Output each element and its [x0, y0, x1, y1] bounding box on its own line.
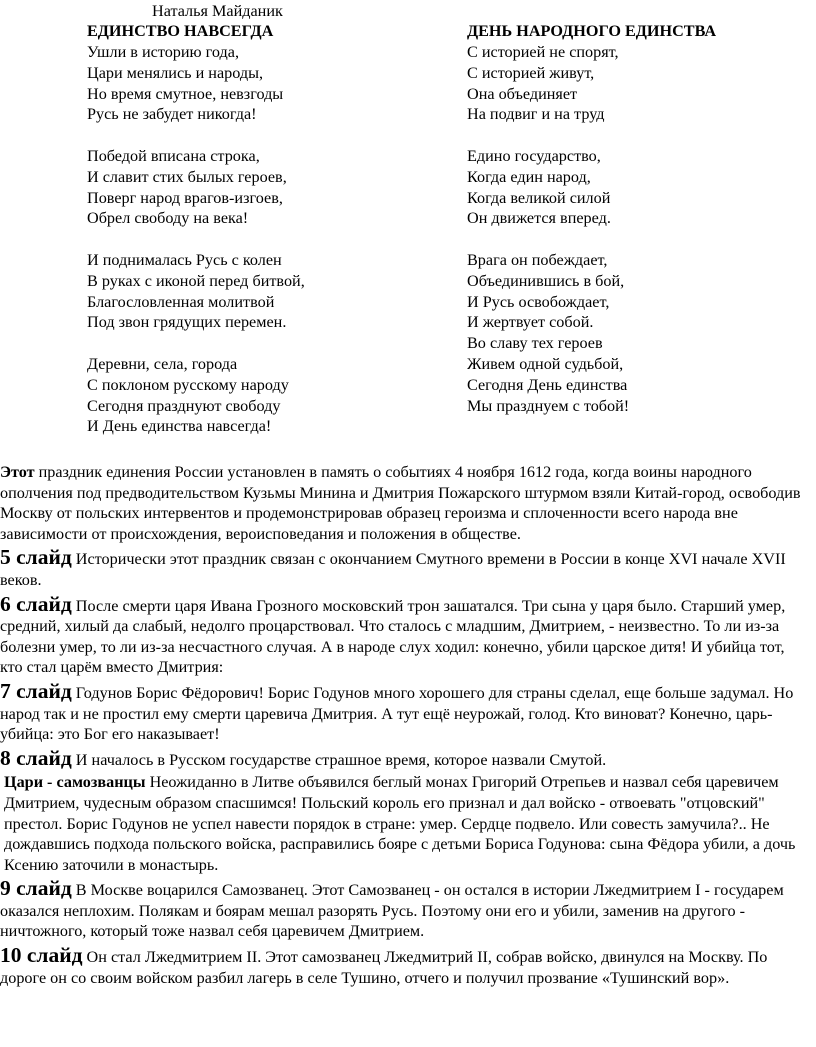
- poem-line: Ушли в историю года,: [87, 43, 240, 61]
- poem-line: Поверг народ врагов-изгоев,: [87, 188, 283, 207]
- author-name: Наталья Майданик: [152, 2, 283, 20]
- stanza: [467, 250, 807, 416]
- poem-line: Живем одной судьбой,: [467, 354, 624, 373]
- slide-paragraph: [0, 945, 808, 988]
- poem-line: Когда великой силой: [467, 188, 611, 207]
- slide-number: 10 слайд: [0, 943, 83, 968]
- slide-number: 6 слайд: [0, 591, 72, 616]
- poem-line: Цари менялись и народы,: [87, 63, 264, 82]
- poem-line: И славит стих былых героев,: [87, 167, 287, 186]
- poem-line: Объединившись в бой,: [467, 271, 625, 290]
- slide-number: 7 слайд: [0, 678, 72, 703]
- poem-line: Когда един народ,: [467, 167, 591, 186]
- intro-lead: Этот: [0, 463, 35, 481]
- poem-line: С поклоном русскому народу: [87, 375, 289, 394]
- poem-line: Врага он побеждает,: [467, 250, 608, 269]
- slide-number: 9 слайд: [0, 876, 72, 901]
- poem-line: Благословленная молитвой: [87, 292, 275, 311]
- right-poem: [467, 21, 807, 437]
- poem-line: И поднималась Русь с колен: [87, 250, 282, 269]
- poem-line: И Русь освобождает,: [467, 292, 610, 311]
- impostors-paragraph: [0, 772, 808, 875]
- right-poem-title: ДЕНЬ НАРОДНОГО ЕДИНСТВА: [467, 22, 717, 40]
- left-poem-title: ЕДИНСТВО НАВСЕГДА: [87, 22, 274, 40]
- slide-paragraph: [0, 591, 808, 678]
- slide-text: Исторически этот праздник связан с окончанием Смутного времени в России в конце XVI начале XVII веков.: [0, 550, 786, 589]
- poem-line: Победой вписана строка,: [87, 146, 260, 165]
- stanza: [87, 146, 417, 229]
- stanza: [467, 146, 807, 229]
- left-poem: [87, 21, 417, 458]
- slide-text: И началось в Русском государстве страшное время, которое назвали Смутой.: [71, 750, 607, 769]
- poem-line: Сегодня День единства: [467, 375, 628, 394]
- poem-line: На подвиг и на труд: [467, 105, 605, 124]
- poem-line: Она объединяет: [467, 84, 578, 103]
- poem-line: Он движется вперед.: [467, 209, 611, 228]
- slide-paragraph: [0, 745, 808, 771]
- impostors-lead: Цари - самозванцы: [4, 773, 146, 792]
- poem-line: Мы празднуем с тобой!: [467, 396, 630, 415]
- slide-number: 5 слайд: [0, 545, 72, 570]
- impostors-text: Неожиданно в Литве объявился беглый монах Григорий Отрепьев и назвал себя царевичем Дмитрием, чудесным образом спасшимся! Польский король его признал и дал войско - отвоевать "отцовский" престол. Борис Годунов не успел навести порядок в стране: умер. Сердце подвело. Или совесть замучила?.. Не дождавшись подхода польского войска, расправились бояре с детьми Бориса Годунова: сына Фёдора убили, а дочь Ксению заточили в монастырь.: [4, 773, 796, 874]
- poem-line: Русь не забудет никогда!: [87, 105, 257, 124]
- poem-line: И День единства навсегда!: [87, 417, 272, 436]
- stanza: [467, 42, 807, 125]
- intro-paragraph: [0, 462, 808, 544]
- poem-line: С историей живут,: [467, 63, 595, 82]
- slide-number: 8 слайд: [0, 745, 72, 770]
- slide-text: Он стал Лжедмитрием II. Этот самозванец Лжедмитрий II, собрав войско, двинулся на Москву. По дороге он со своим войском разбил лагерь в селе Тушино, отчего и получил прозвание «Тушинский вор».: [0, 948, 768, 987]
- poem-line: Деревни, села, города: [87, 354, 238, 373]
- poem-line: С историей не спорят,: [467, 43, 619, 61]
- poem-line: Под звон грядущих перемен.: [87, 313, 287, 332]
- slide-text: После смерти царя Ивана Грозного московский трон зашатался. Три сына у царя было. Старший умер, средний, хилый да слабый, недолго процарствовал. Что сталось с младшим, Дмитрием, - неизвестно. То ли из-за болезни умер, то ли из-за несчастного случая. А в народе слух ходил: конечно, убили царское дитя! И убийца тот, кто стал царём вместо Дмитрия:: [0, 596, 786, 677]
- slide-paragraph: [0, 547, 808, 590]
- stanza: [87, 354, 417, 437]
- intro-text: праздник единения России установлен в память о событиях 4 ноября 1612 года, когда воины народного ополчения под предводительством Кузьмы Минина и Дмитрия Пожарского штурмом взяли Китай-город, освободив Москву от польских интервентов и продемонстрировав образец героизма и сплоченности всего народа вне зависимости от происхождения, вероисповедания и положения в обществе.: [0, 463, 801, 543]
- poem-line: Обрел свободу на века!: [87, 209, 249, 228]
- poem-line: И жертвует собой.: [467, 313, 594, 332]
- poem-line: В руках с иконой перед битвой,: [87, 271, 305, 290]
- slide-paragraph: [0, 878, 808, 942]
- poem-line: Едино государство,: [467, 146, 601, 165]
- slide-text: Годунов Борис Фёдорович! Борис Годунов много хорошего для страны сделал, еще больше задумал. Но народ так и не простил ему смерти царевича Дмитрия. А тут ещё неурожай, голод. Кто виноват? Конечно, царь-убийца: это Бог его наказывает!: [0, 683, 794, 744]
- stanza: [87, 250, 417, 333]
- slide-paragraph: [0, 678, 808, 745]
- prose-body: [0, 462, 808, 991]
- stanza: [87, 42, 417, 125]
- poem-line: Во славу тех героев: [467, 334, 603, 353]
- slide-text: В Москве воцарился Самозванец. Этот Самозванец - он остался в истории Лжедмитрием I - государем оказался неплохим. Полякам и боярам мешал разорять Русь. Поэтому они его и убили, заменив на другого - ничтожного, который тоже назвал себя царевичем Дмитрием.: [0, 881, 784, 941]
- poem-line: Сегодня празднуют свободу: [87, 396, 281, 415]
- poem-line: Но время смутное, невзгоды: [87, 84, 284, 103]
